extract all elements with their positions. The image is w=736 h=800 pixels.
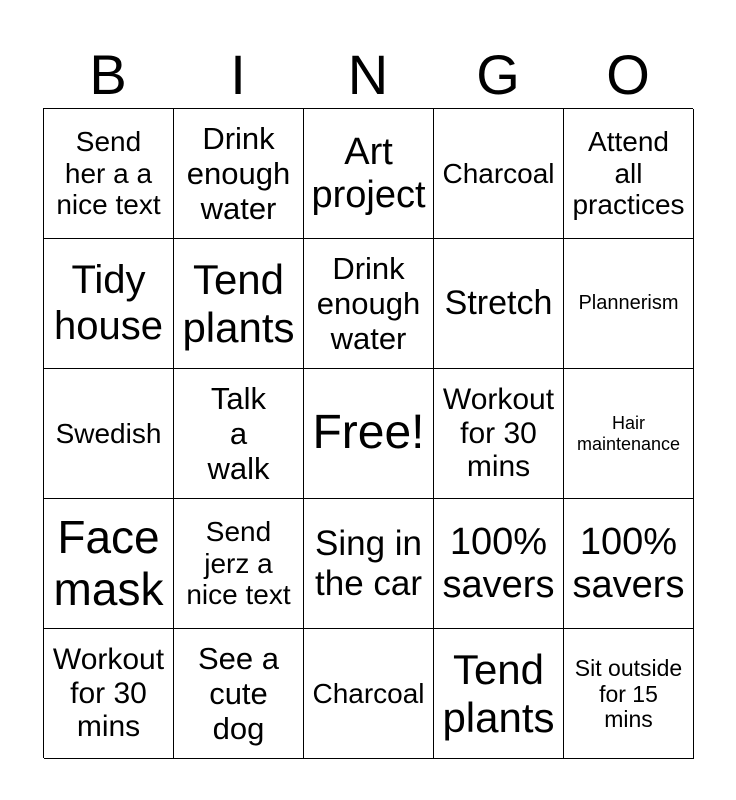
bingo-cell-label: Sit outside for 15 mins xyxy=(574,654,683,733)
header-letter-o: O xyxy=(606,43,650,106)
bingo-cell-label: Stretch xyxy=(444,284,553,323)
bingo-cell-label: Plannerism xyxy=(578,292,679,315)
bingo-cell[interactable] xyxy=(174,499,304,629)
bingo-cell-label: 100% savers xyxy=(572,520,685,606)
header-letter-g: G xyxy=(476,43,520,106)
bingo-cell[interactable] xyxy=(44,369,174,499)
bingo-cell-label: Charcoal xyxy=(442,157,555,189)
bingo-cell-label: Tend plants xyxy=(182,256,295,351)
bingo-cell-label: Attend all practices xyxy=(572,126,685,221)
bingo-cell[interactable] xyxy=(304,629,434,759)
bingo-cell[interactable] xyxy=(174,109,304,239)
bingo-cell-label: See a cute dog xyxy=(197,640,279,746)
bingo-cell[interactable] xyxy=(434,369,564,499)
header-letter-b: B xyxy=(89,43,127,106)
bingo-cell-label: Workout for 30 mins xyxy=(52,642,165,744)
bingo-cell-label: Drink enough water xyxy=(186,120,291,226)
bingo-cell[interactable] xyxy=(564,499,694,629)
bingo-cell[interactable] xyxy=(44,499,174,629)
bingo-cell-label: Tidy house xyxy=(54,258,163,348)
bingo-cell-label: Workout for 30 mins xyxy=(442,382,555,484)
bingo-cell[interactable] xyxy=(304,499,434,629)
bingo-cell[interactable] xyxy=(434,239,564,369)
header-letter-n: N xyxy=(347,43,389,106)
bingo-cell-label: Swedish xyxy=(55,417,162,449)
bingo-cell[interactable] xyxy=(304,369,434,499)
bingo-cell[interactable] xyxy=(174,369,304,499)
bingo-cell[interactable] xyxy=(564,239,694,369)
bingo-cell-label: Hair maintenance xyxy=(576,413,681,454)
header-letter-i: I xyxy=(230,43,246,106)
bingo-cell[interactable] xyxy=(44,239,174,369)
bingo-cell-label: Face mask xyxy=(53,510,164,615)
bingo-cell[interactable] xyxy=(564,109,694,239)
bingo-cell[interactable] xyxy=(304,109,434,239)
bingo-cell-label: Drink enough water xyxy=(316,250,421,356)
bingo-cell-label: 100% savers xyxy=(442,520,555,606)
bingo-cell[interactable] xyxy=(44,109,174,239)
bingo-cell[interactable] xyxy=(564,369,694,499)
bingo-grid xyxy=(43,108,693,758)
bingo-cell[interactable] xyxy=(304,239,434,369)
bingo-cell-label: Charcoal xyxy=(312,677,425,709)
bingo-cell-label: Sing in the car xyxy=(314,523,423,603)
bingo-cell-label: Send jerz a nice text xyxy=(186,516,291,611)
bingo-header xyxy=(43,42,693,108)
bingo-cell[interactable] xyxy=(434,629,564,759)
bingo-cell[interactable] xyxy=(44,629,174,759)
bingo-cell[interactable] xyxy=(434,499,564,629)
bingo-cell-label: Tend plants xyxy=(442,646,555,741)
bingo-cell[interactable] xyxy=(434,109,564,239)
bingo-cell-label: Free! xyxy=(312,406,425,460)
bingo-cell-label: Art project xyxy=(311,130,426,216)
bingo-cell[interactable] xyxy=(174,629,304,759)
bingo-cell[interactable] xyxy=(174,239,304,369)
bingo-cell-label: Send her a a nice text xyxy=(56,126,161,221)
bingo-cell[interactable] xyxy=(564,629,694,759)
bingo-cell-label: Talk a walk xyxy=(207,380,270,486)
